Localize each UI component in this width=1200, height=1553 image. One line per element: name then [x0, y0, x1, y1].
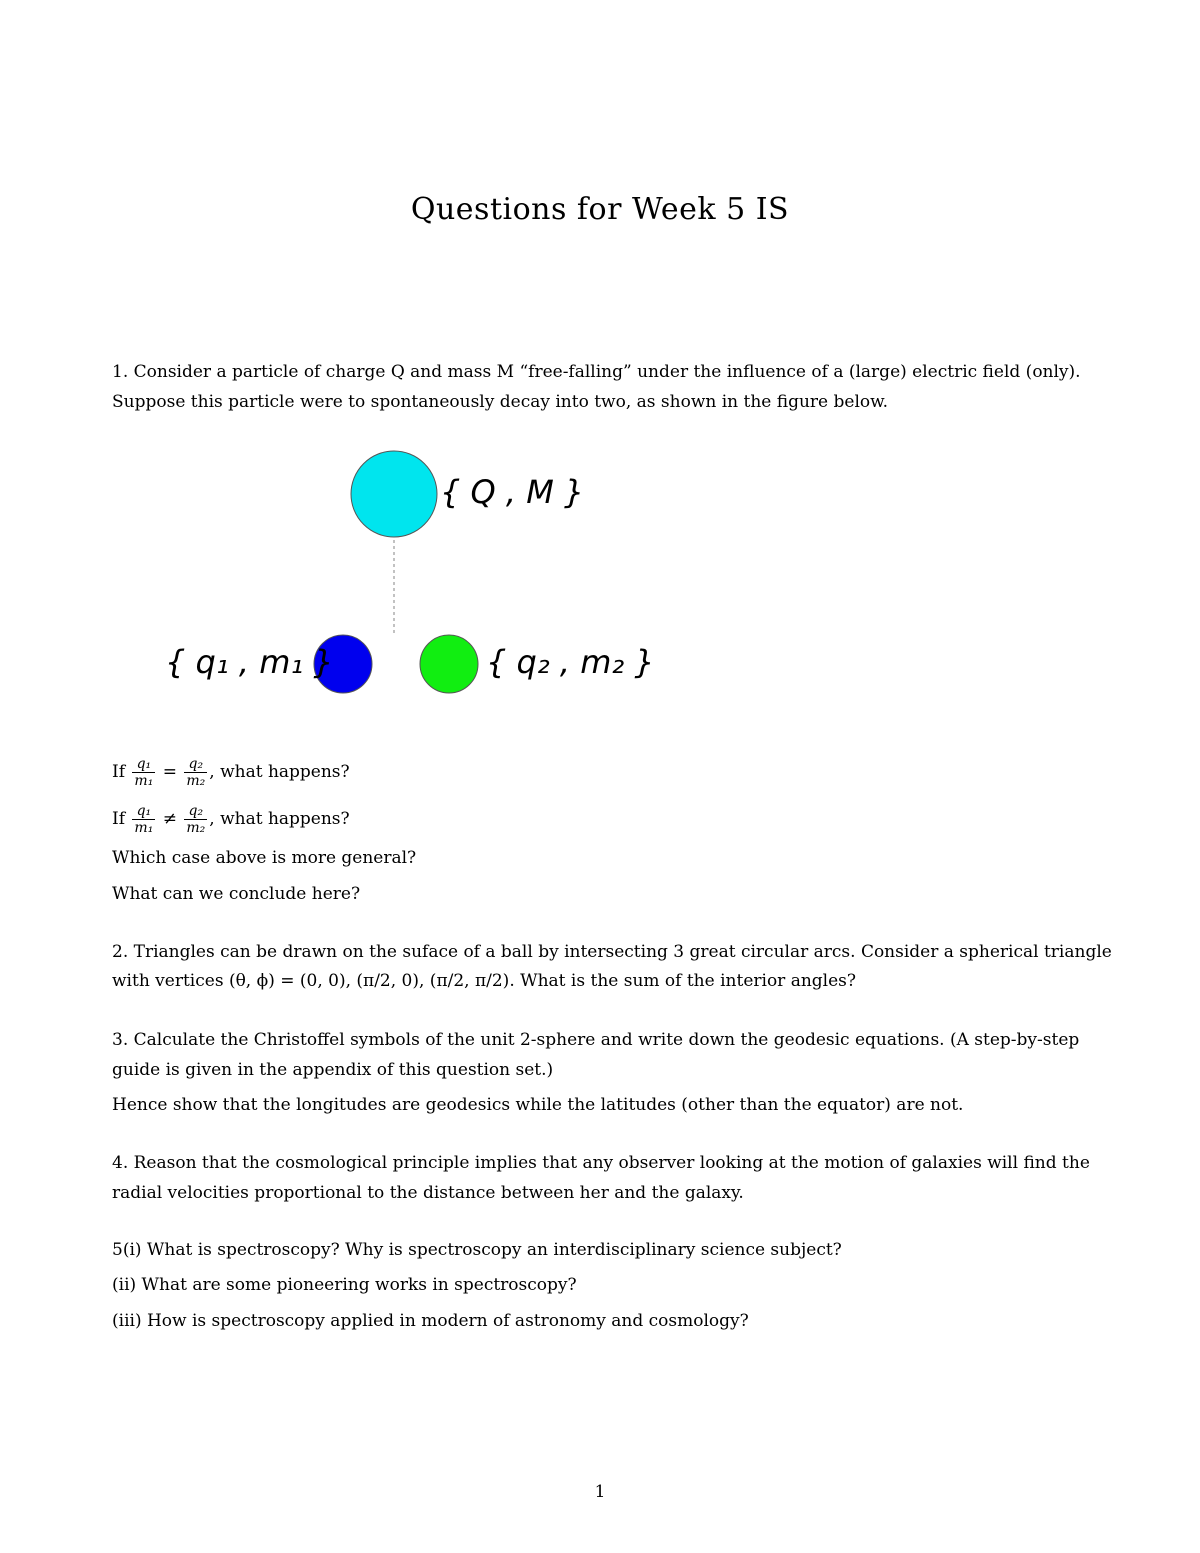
q5-line-2: (ii) What are some pioneering works in spectroscopy? [112, 1275, 577, 1295]
q1-line-2: Suppose this particle were to spontaneously decay into two, as shown in the figure below. [112, 392, 889, 412]
q5-line-1: 5(i) What is spectroscopy? Why is spectroscopy an interdisciplinary science subject? [112, 1240, 842, 1260]
case-tail-text: , what happens? [209, 809, 350, 829]
q5-line-3: (iii) How is spectroscopy applied in modern of astronomy and cosmology? [112, 1311, 749, 1331]
q3-line-3: Hence show that the longitudes are geodesics while the latitudes (other than the equator) are not. [112, 1095, 964, 1115]
fraction-q2-m2: $\frac{\text{q₂}}{\text{m₂}}$ [186, 803, 206, 836]
q2-line-1: 2. Triangles can be drawn on the suface of a ball by intersecting 3 great circular arcs. Consider a spherical triangle [112, 942, 1112, 962]
q4-line-2: radial velocities proportional to the distance between her and the galaxy. [112, 1183, 744, 1203]
parent-label: { Q , M } [440, 473, 585, 511]
decay-figure-shapes [0, 0, 1200, 720]
q3-line-1: 3. Calculate the Christoffel symbols of the unit 2-sphere and write down the geodesic equations. (A step-by-step [112, 1030, 1080, 1050]
page-number: 1 [594, 1482, 606, 1502]
child1-label: { q₁ , m₁ } [165, 643, 334, 681]
case-if-text: If [112, 762, 126, 782]
case-if-text: If [112, 809, 126, 829]
q4-line-1: 4. Reason that the cosmological principle implies that any observer looking at the motion of galaxies will find the [112, 1153, 1090, 1173]
not-equal-symbol: ≠ [162, 809, 177, 829]
q1-conclude: What can we conclude here? [112, 884, 361, 904]
fraction-q1-m1: $\frac{\text{q₁}}{\text{m₁}}$ [134, 803, 154, 836]
child2-particle-circle [420, 635, 478, 693]
fraction-q1-m1: $\frac{\text{q₁}}{\text{m₁}}$ [134, 756, 154, 789]
q1-line-1: 1. Consider a particle of charge Q and mass M “free-falling” under the influence of a (large) electric field (only). [112, 362, 1081, 382]
child2-label: { q₂ , m₂ } [486, 643, 655, 681]
case-tail-text: , what happens? [209, 762, 350, 782]
q2-line-2: with vertices (θ, ϕ) = (0, 0), (π/2, 0), (π/2, π/2). What is the sum of the interior angles? [112, 971, 857, 991]
fraction-q2-m2: $\frac{\text{q₂}}{\text{m₂}}$ [186, 756, 206, 789]
q3-line-2: guide is given in the appendix of this question set.) [112, 1060, 554, 1080]
page-title: Questions for Week 5 IS [410, 192, 790, 227]
parent-particle-circle [351, 451, 437, 537]
q1-case-equal [112, 756, 350, 789]
q1-case-not-equal [112, 803, 350, 836]
q1-which-case: Which case above is more general? [112, 848, 417, 868]
equals-symbol: = [162, 762, 177, 782]
